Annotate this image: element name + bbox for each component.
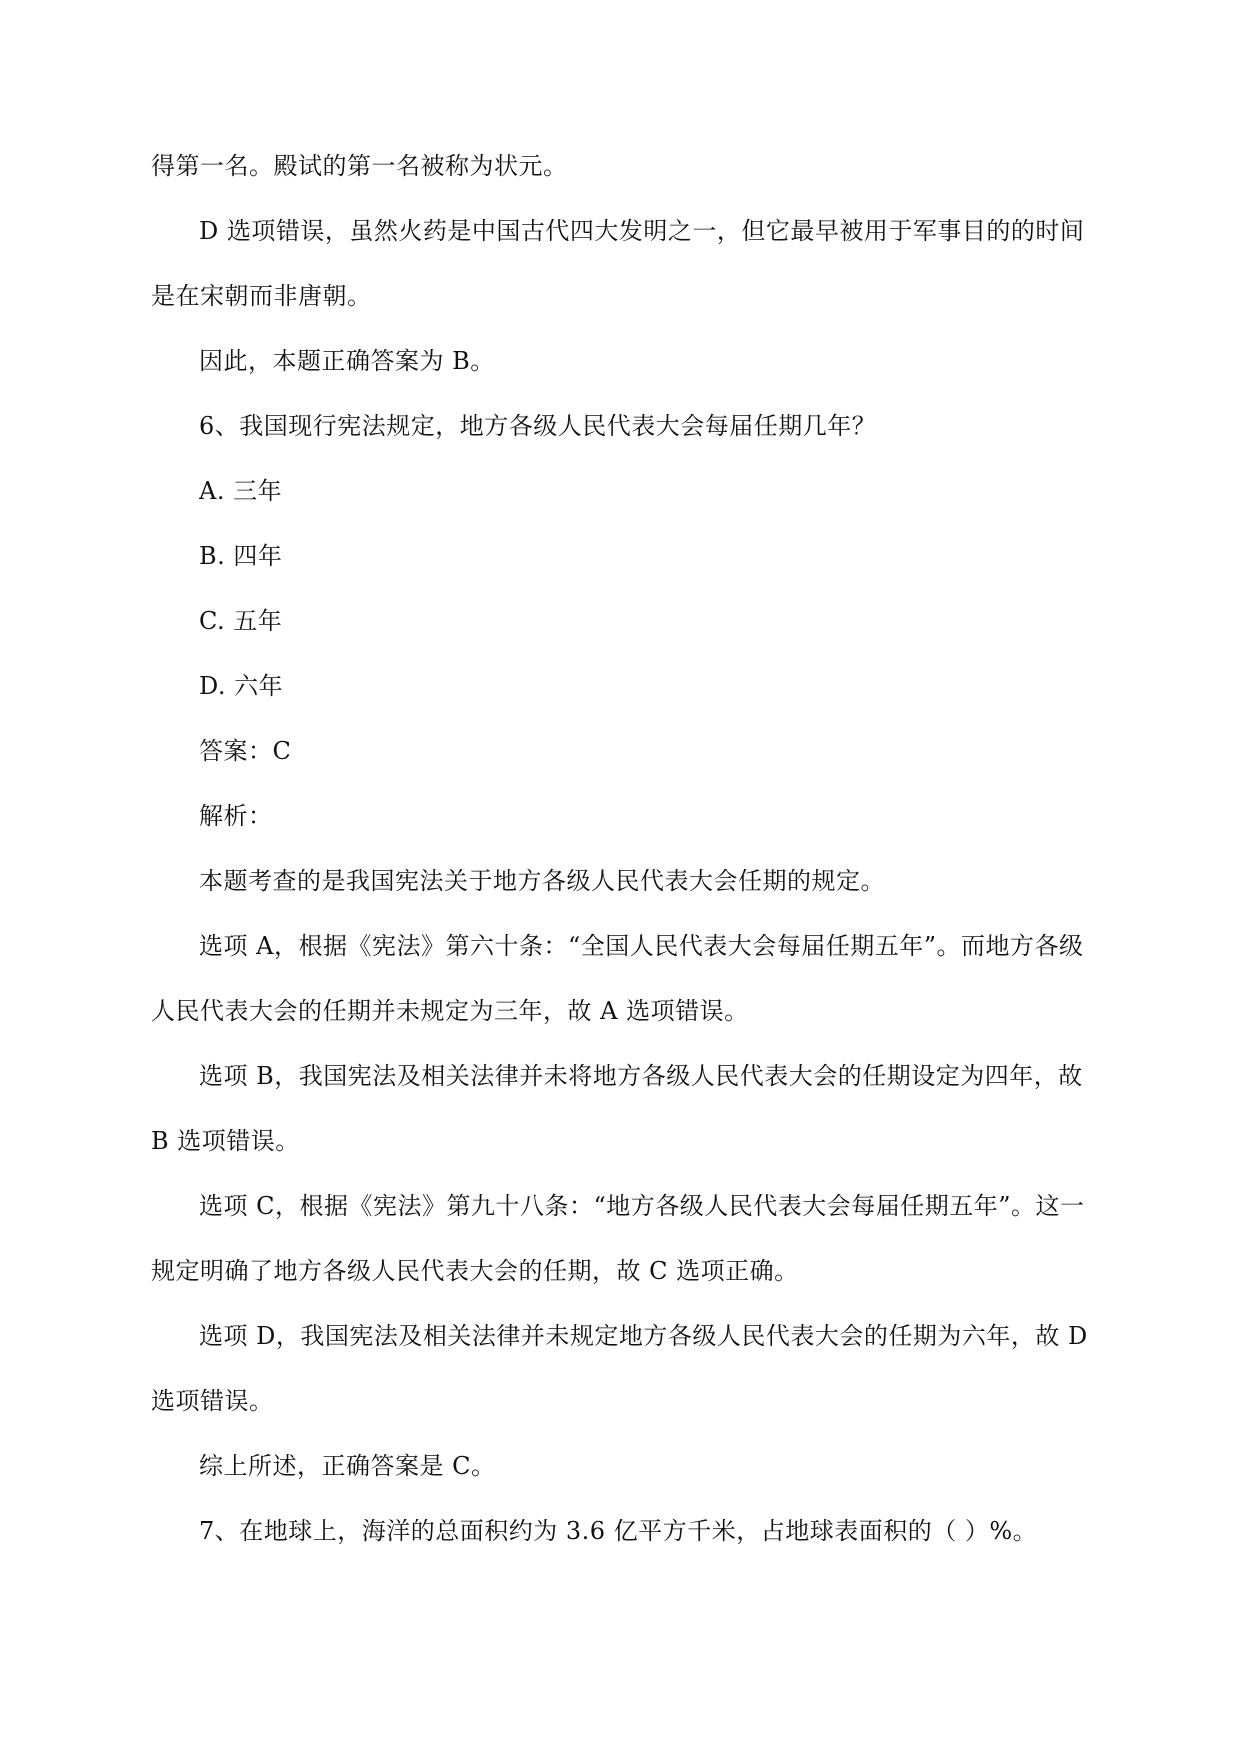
- paragraph-line: 得第一名。殿试的第一名被称为状元。: [151, 152, 568, 180]
- paragraph-line: 是在宋朝而非唐朝。: [151, 282, 372, 310]
- paragraph-line: 人民代表大会的任期并未规定为三年，故 A 选项错误。: [151, 997, 749, 1025]
- paragraph-line: 选项 A，根据《宪法》第六十条：“全国人民代表大会每届任期五年”。而地方各级: [199, 932, 1084, 960]
- paragraph-line: 因此，本题正确答案为 B。: [199, 347, 495, 375]
- paragraph-line: 选项 B，我国宪法及相关法律并未将地方各级人民代表大会的任期设定为四年，故: [199, 1062, 1083, 1090]
- analysis-heading: 解析：: [199, 802, 273, 830]
- paragraph-line: 本题考查的是我国宪法关于地方各级人民代表大会任期的规定。: [199, 867, 885, 895]
- question-stem: 6、我国现行宪法规定，地方各级人民代表大会每届任期几年？: [199, 412, 877, 440]
- answer-option: A. 三年: [199, 477, 283, 505]
- answer-option: C. 五年: [199, 607, 283, 635]
- paragraph-line: 选项 D，我国宪法及相关法律并未规定地方各级人民代表大会的任期为六年，故 D: [199, 1322, 1088, 1350]
- paragraph-line: 综上所述，正确答案是 C。: [199, 1452, 496, 1480]
- paragraph-line: B 选项错误。: [151, 1127, 300, 1155]
- answer-key: 答案：C: [199, 737, 292, 765]
- answer-option: B. 四年: [199, 542, 283, 570]
- paragraph-line: 规定明确了地方各级人民代表大会的任期，故 C 选项正确。: [151, 1257, 799, 1285]
- answer-option: D. 六年: [199, 672, 284, 700]
- paragraph-line: D 选项错误，虽然火药是中国古代四大发明之一，但它最早被用于军事目的的时间: [199, 217, 1085, 245]
- question-stem: 7、在地球上，海洋的总面积约为 3.6 亿平方千米，占地球表面积的（ ）%。: [199, 1517, 1038, 1545]
- paragraph-line: 选项错误。: [151, 1387, 274, 1415]
- paragraph-line: 选项 C，根据《宪法》第九十八条：“地方各级人民代表大会每届任期五年”。这一: [199, 1192, 1085, 1220]
